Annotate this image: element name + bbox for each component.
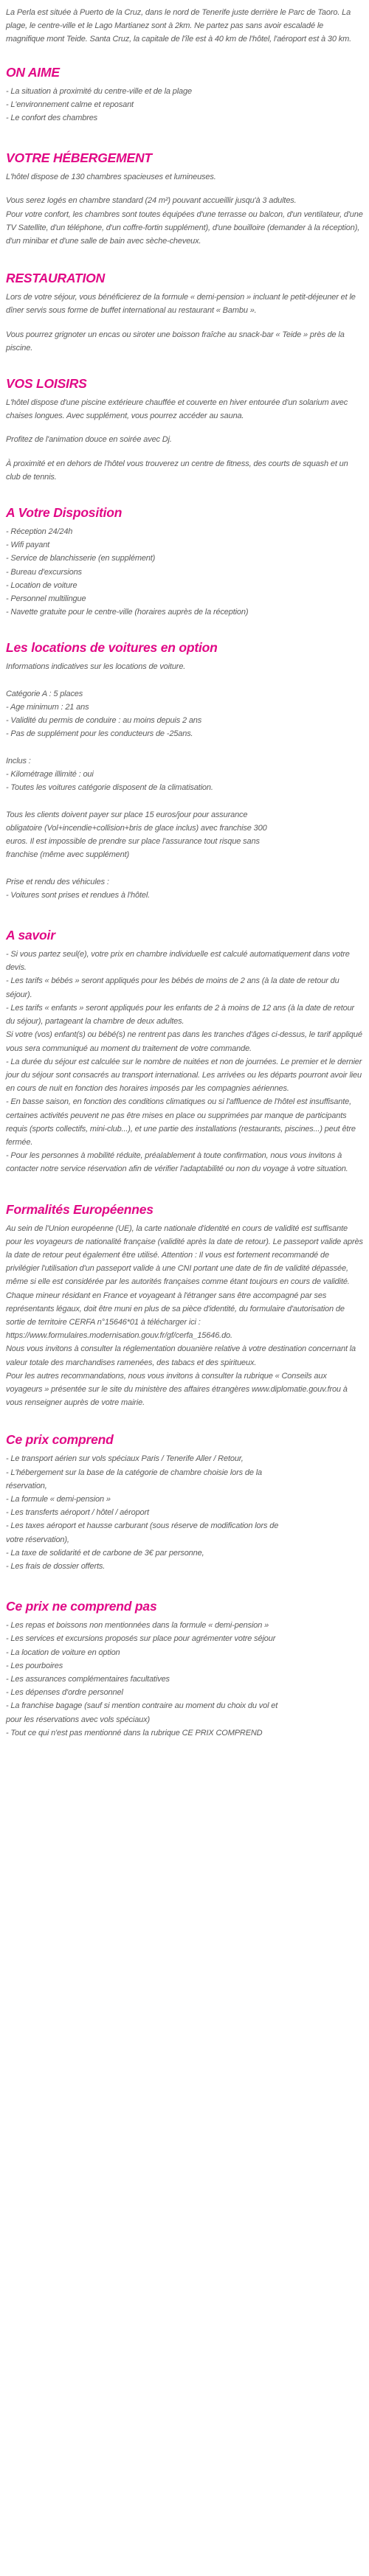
section-restauration — [6, 270, 363, 355]
list-item: - Les dépenses d'ordre personnel — [6, 1688, 123, 1698]
ne-comprend-list — [6, 1619, 363, 1740]
section-a-savoir — [6, 927, 363, 1176]
section-title-comprend: Ce prix comprend — [6, 1432, 114, 1448]
list-item: - La taxe de solidarité et de carbone de 3€ par personne, — [6, 1548, 204, 1558]
list-item: franchise (même avec supplément) — [6, 850, 129, 860]
section-on-aime — [6, 64, 363, 125]
hebergement-paragraph: L'hôtel dispose de 130 chambres spacieuses et lumineuses. — [6, 173, 216, 182]
loisirs-paragraph: L'hôtel dispose d'une piscine extérieure chauffée et couverte en hiver entourée d'un solarium avec chaises longues. Avec supplément, vous pourrez accéder au sauna. — [6, 398, 348, 421]
list-item: - Toutes les voitures catégorie disposent de la climatisation. — [6, 783, 213, 793]
list-item: - Personnel multilingue — [6, 594, 86, 604]
section-title-ne-comprend: Ce prix ne comprend pas — [6, 1599, 157, 1614]
list-item: - Pas de supplément pour les conducteurs de -25ans. — [6, 729, 193, 739]
disposition-list — [6, 525, 363, 619]
voitures-list — [6, 660, 363, 902]
list-item: - Les transferts aéroport / hôtel / aéroport — [6, 1508, 149, 1518]
list-item: réservation, — [6, 1481, 47, 1490]
list-item: - Les taxes aéroport et hausse carburant (sous réserve de modification lors de — [6, 1521, 279, 1531]
section-comprend — [6, 1431, 363, 1573]
spacer — [6, 861, 363, 875]
list-item: - Les services et excursions proposés sur place pour agrémenter votre séjour — [6, 1634, 276, 1644]
list-item: obligatoire (Vol+incendie+collision+bris de glace inclus) avec franchise 300 — [6, 823, 267, 833]
list-item: Inclus : — [6, 756, 31, 765]
list-item: Tous les clients doivent payer sur place 15 euros/jour pour assurance — [6, 810, 248, 819]
list-item: - Validité du permis de conduire : au moins depuis 2 ans — [6, 716, 202, 726]
list-item: - Wifi payant — [6, 541, 50, 550]
list-item: - Voitures sont prises et rendues à l'hôtel. — [6, 890, 151, 900]
list-item: - Age minimum : 21 ans — [6, 703, 89, 712]
list-item: Prise et rendu des véhicules : — [6, 877, 109, 886]
section-title-loisirs: VOS LOISIRS — [6, 376, 87, 392]
list-item: - Les repas et boissons non mentionnées dans la formule « demi-pension » — [6, 1621, 269, 1631]
list-item: Informations indicatives sur les locations de voiture. — [6, 662, 186, 672]
loisirs-paragraph: À proximité et en dehors de l'hôtel vous trouverez un centre de fitness, des courts de squash et un club de tennis. — [6, 459, 348, 482]
list-item: votre réservation), — [6, 1535, 69, 1544]
list-item: - Navette gratuite pour le centre-ville (horaires auprès de la réception) — [6, 608, 249, 617]
spacer — [6, 674, 363, 687]
list-item: - Les assurances complémentaires facultatives — [6, 1675, 170, 1684]
a-savoir-paragraph: - Si vous partez seul(e), votre prix en chambre individuelle est calculé automatiquement dans votre devis. - Les tarifs « bébés » seront appliqués pour les bébés de moins de 2 ans (à la date de retour du séjour). - Les tarifs « enfants » seront appliqués pour les enfants de 2 à moins de 12 ans (à la date de retour du séjour), partageant la chambre de deux adultes. Si votre (vos) enfant(s) ou bébé(s) ne rentrent pas dans les tranches d'âges ci-dessus, le tarif appliqué vous sera communiqué au moment du traitement de votre commande. - La durée du séjour est calculée sur le nombre de nuitées et non de journées. Le premier et le dernier jour du séjour sont consacrés au transport international. Les arrivées ou les départs pourront avoir lieu en cours de nuit en fonction des horaires imposés par les compagnies aériennes. - En basse saison, en fonction des conditions climatiques ou si l'affluence de l'hôtel est insuffisante, certaines activités peuvent ne pas être mises en place ou supprimées par manque de participants requis (sports collectifs, mini-club...), et une partie des installations (restaurants, piscines...) peut être fermée. - Pour les personnes à mobilité réduite, préalablement à toute confirmation, nous vous invitons à contacter notre service réservation afin de vérifier l'adaptabilité ou non du voyage à votre situation. — [6, 950, 362, 1174]
list-item: - Tout ce qui n'est pas mentionné dans la rubrique CE PRIX COMPREND — [6, 1728, 263, 1737]
section-ne-comprend — [6, 1598, 363, 1740]
list-item: Catégorie A : 5 places — [6, 689, 83, 698]
spacer — [6, 794, 363, 808]
list-item: - La formule « demi-pension » — [6, 1494, 111, 1504]
section-title-formalites: Formalités Européennes — [6, 1201, 154, 1217]
section-loisirs — [6, 375, 363, 484]
list-item: - La situation à proximité du centre-ville et de la plage — [6, 86, 192, 96]
hebergement-paragraph: Vous serez logés en chambre standard (24 m²) pouvant accueillir jusqu'à 3 adultes. Pour votre confort, les chambres sont toutes équipées d'une terrasse ou balcon, d'un ventilateur, d'une TV Satellite, d'un téléphone, d'un coffre-fortin supplément), d'une bouilloire (demander à la réception), d'un minibar et d'une salle de bain avec sèche-cheveux. — [6, 196, 363, 246]
list-item: - La location de voiture en option — [6, 1648, 120, 1657]
list-item: - L'hébergement sur la base de la catégorie de chambre choisie lors de la — [6, 1468, 263, 1477]
list-item: - La franchise bagage (sauf si mention contraire au moment du choix du vol et — [6, 1701, 278, 1711]
section-disposition — [6, 504, 363, 619]
section-title-hebergement: VOTRE HÉBERGEMENT — [6, 150, 152, 166]
intro-paragraph: La Perla est située à Puerto de la Cruz, dans le nord de Tenerife juste derrière le Parc de Taoro. La plage, le centre-ville et le Lago Martianez sont à 2km. Ne partez pas sans avoir escaladé le magnifique mont Teide. Santa Cruz, la capitale de l'île est à 40 km de l'hôtel, l'aéroport est à 30 km. — [6, 8, 351, 44]
restauration-paragraph: Lors de votre séjour, vous bénéficierez de la formule « demi-pension » incluant le petit-déjeuner et le dîner servis sous forme de buffet international au restaurant « Bambu ». — [6, 293, 356, 316]
list-item: - Bureau d'excursions — [6, 567, 82, 577]
list-item: - Location de voiture — [6, 580, 77, 590]
comprend-list — [6, 1452, 363, 1573]
list-item: - Le transport aérien sur vols spéciaux Paris / Tenerife Aller / Retour, — [6, 1454, 244, 1464]
list-item: - Les pourboires — [6, 1661, 63, 1670]
loisirs-paragraph: Profitez de l'animation douce en soirée avec Dj. — [6, 435, 172, 445]
section-title-voitures: Les locations de voitures en option — [6, 640, 218, 656]
section-hebergement — [6, 150, 363, 248]
restauration-paragraph: Vous pourrez grignoter un encas ou siroter une boisson fraîche au snack-bar « Teide » près de la piscine. — [6, 330, 345, 353]
section-title-restauration: RESTAURATION — [6, 271, 106, 286]
section-title-a-savoir: A savoir — [6, 928, 55, 943]
section-voitures — [6, 639, 363, 902]
on-aime-list — [6, 85, 363, 125]
section-title-on-aime: ON AIME — [6, 64, 60, 80]
list-item: - Les frais de dossier offerts. — [6, 1562, 106, 1571]
formalites-paragraph: Au sein de l'Union européenne (UE), la carte nationale d'identité en cours de validité est suffisante pour les voyageurs de nationalité française (validité après la date de retour). Le passeport valide après la date de retour peut également être utilisé. Attention : Il vous est fortement recommandé de privilégier l'utilisation d'un passeport valide à une CNI portant une date de fin de validité dépassée, même si elle est considérée par les autorités françaises comme étant toujours en cours de validité. Chaque mineur résidant en France et voyageant à l'étranger sans être accompagné par ses représentants légaux, doit être muni en plus de sa pièce d'identité, du formulaire d'autorisation de sortie de territoire CERFA n°15646*01 à télécharger ici : https://www.formulaires.modernisation.gouv.fr/gf/cerfa_15646.do. Nous vous invitons à consulter la réglementation douanière relative à votre destination concernant la valeur totale des marchandises ramenées, des tabacs et des spiritueux. Pour les autres recommandations, nous vous invitons à consulter la rubrique « Conseils aux voyageurs » présentée sur le site du ministère des affaires étrangères www.diplomatie.gouv.frou à vous renseigner auprès de votre mairie. — [6, 1223, 363, 1408]
list-item: - Kilométrage illimité : oui — [6, 770, 94, 780]
section-formalites — [6, 1201, 363, 1410]
list-item: euros. Il est impossible de prendre sur place l'assurance tout risque sans — [6, 837, 260, 847]
list-item: pour les réservations avec vols spéciaux) — [6, 1715, 150, 1724]
section-title-disposition: A Votre Disposition — [6, 505, 123, 521]
list-item: - Service de blanchisserie (en supplément) — [6, 554, 156, 563]
spacer — [6, 741, 363, 754]
list-item: - Réception 24/24h — [6, 527, 73, 537]
list-item: - Le confort des chambres — [6, 114, 98, 123]
list-item: - L'environnement calme et reposant — [6, 100, 134, 109]
